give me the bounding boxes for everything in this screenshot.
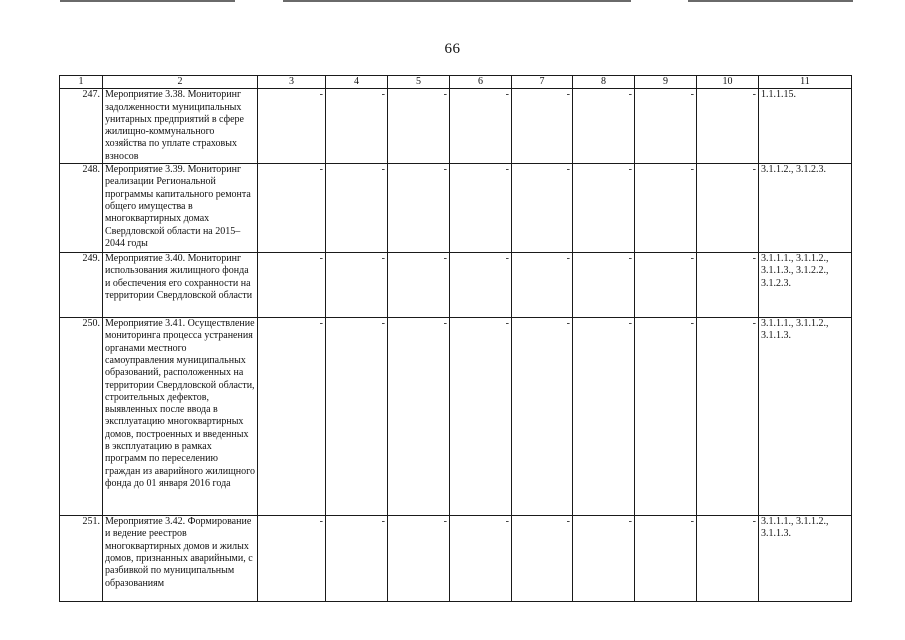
col-header-3: 3 bbox=[258, 76, 326, 89]
value-cell: - bbox=[512, 164, 573, 253]
value-cell: - bbox=[697, 89, 759, 164]
value-cell: - bbox=[326, 516, 388, 602]
value-cell: - bbox=[258, 318, 326, 516]
target-reference: 3.1.1.1., 3.1.1.2., 3.1.1.3. bbox=[759, 318, 852, 516]
value-cell: - bbox=[697, 253, 759, 318]
col-header-2: 2 bbox=[103, 76, 258, 89]
col-header-8: 8 bbox=[573, 76, 635, 89]
table-row bbox=[60, 516, 852, 602]
value-cell: - bbox=[258, 253, 326, 318]
value-cell: - bbox=[450, 253, 512, 318]
value-cell: - bbox=[258, 516, 326, 602]
value-cell: - bbox=[635, 516, 697, 602]
col-header-7: 7 bbox=[512, 76, 573, 89]
value-cell: - bbox=[388, 516, 450, 602]
value-cell: - bbox=[512, 89, 573, 164]
value-cell: - bbox=[573, 516, 635, 602]
col-header-1: 1 bbox=[60, 76, 103, 89]
value-cell: - bbox=[388, 89, 450, 164]
row-number: 249. bbox=[60, 253, 103, 318]
measure-description: Мероприятие 3.40. Мониторинг использования жилищного фонда и обеспечения его сохранности на территории Свердловской области bbox=[103, 253, 258, 318]
table-row bbox=[60, 318, 852, 516]
table-row bbox=[60, 164, 852, 253]
value-cell: - bbox=[326, 318, 388, 516]
row-number: 248. bbox=[60, 164, 103, 253]
top-rule-left bbox=[60, 0, 235, 2]
col-header-9: 9 bbox=[635, 76, 697, 89]
target-reference: 3.1.1.1., 3.1.1.2., 3.1.1.3. bbox=[759, 516, 852, 602]
value-cell: - bbox=[573, 318, 635, 516]
row-number: 250. bbox=[60, 318, 103, 516]
measures-table bbox=[59, 75, 852, 602]
value-cell: - bbox=[697, 516, 759, 602]
header-row bbox=[60, 76, 852, 89]
top-rule-middle bbox=[283, 0, 631, 2]
target-reference: 3.1.1.2., 3.1.2.3. bbox=[759, 164, 852, 253]
table-row bbox=[60, 89, 852, 164]
col-header-5: 5 bbox=[388, 76, 450, 89]
value-cell: - bbox=[450, 164, 512, 253]
table-row bbox=[60, 253, 852, 318]
target-reference: 3.1.1.1., 3.1.1.2., 3.1.1.3., 3.1.2.2., 3.1.2.3. bbox=[759, 253, 852, 318]
measure-description: Мероприятие 3.38. Мониторинг задолженности муниципальных унитарных предприятий в сфере жилищно-коммунального хозяйства по уплате страховых взносов bbox=[103, 89, 258, 164]
target-reference: 1.1.1.15. bbox=[759, 89, 852, 164]
value-cell: - bbox=[573, 89, 635, 164]
value-cell: - bbox=[388, 318, 450, 516]
value-cell: - bbox=[512, 253, 573, 318]
col-header-11: 11 bbox=[759, 76, 852, 89]
value-cell: - bbox=[450, 318, 512, 516]
value-cell: - bbox=[697, 164, 759, 253]
value-cell: - bbox=[450, 516, 512, 602]
value-cell: - bbox=[635, 164, 697, 253]
value-cell: - bbox=[573, 253, 635, 318]
value-cell: - bbox=[388, 164, 450, 253]
col-header-6: 6 bbox=[450, 76, 512, 89]
value-cell: - bbox=[635, 89, 697, 164]
value-cell: - bbox=[326, 89, 388, 164]
value-cell: - bbox=[258, 89, 326, 164]
page-number: 66 bbox=[444, 41, 461, 57]
measure-description: Мероприятие 3.39. Мониторинг реализации Региональной программы капитального ремонта общего имущества в многоквартирных домах Свердловской области на 2015–2044 годы bbox=[103, 164, 258, 253]
top-rule-right bbox=[688, 0, 853, 2]
value-cell: - bbox=[635, 318, 697, 516]
value-cell: - bbox=[450, 89, 512, 164]
value-cell: - bbox=[326, 253, 388, 318]
value-cell: - bbox=[326, 164, 388, 253]
measure-description: Мероприятие 3.41. Осуществление мониторинга процесса устранения органами местного самоуправления муниципальных образований, расположенных на территории Свердловской области, строительных дефектов, выявленных после ввода в эксплуатацию многоквартирных домов, построенных и введенных в эксплуатацию в рамках программ по переселению граждан из аварийного жилищного фонда до 01 января 2016 года bbox=[103, 318, 258, 516]
row-number: 247. bbox=[60, 89, 103, 164]
row-number: 251. bbox=[60, 516, 103, 602]
value-cell: - bbox=[512, 318, 573, 516]
value-cell: - bbox=[635, 253, 697, 318]
col-header-10: 10 bbox=[697, 76, 759, 89]
value-cell: - bbox=[258, 164, 326, 253]
value-cell: - bbox=[388, 253, 450, 318]
value-cell: - bbox=[697, 318, 759, 516]
col-header-4: 4 bbox=[326, 76, 388, 89]
value-cell: - bbox=[512, 516, 573, 602]
measure-description: Мероприятие 3.42. Формирование и ведение реестров многоквартирных домов и жилых домов, признанных аварийными, с разбивкой по муниципальным образованиям bbox=[103, 516, 258, 602]
value-cell: - bbox=[573, 164, 635, 253]
